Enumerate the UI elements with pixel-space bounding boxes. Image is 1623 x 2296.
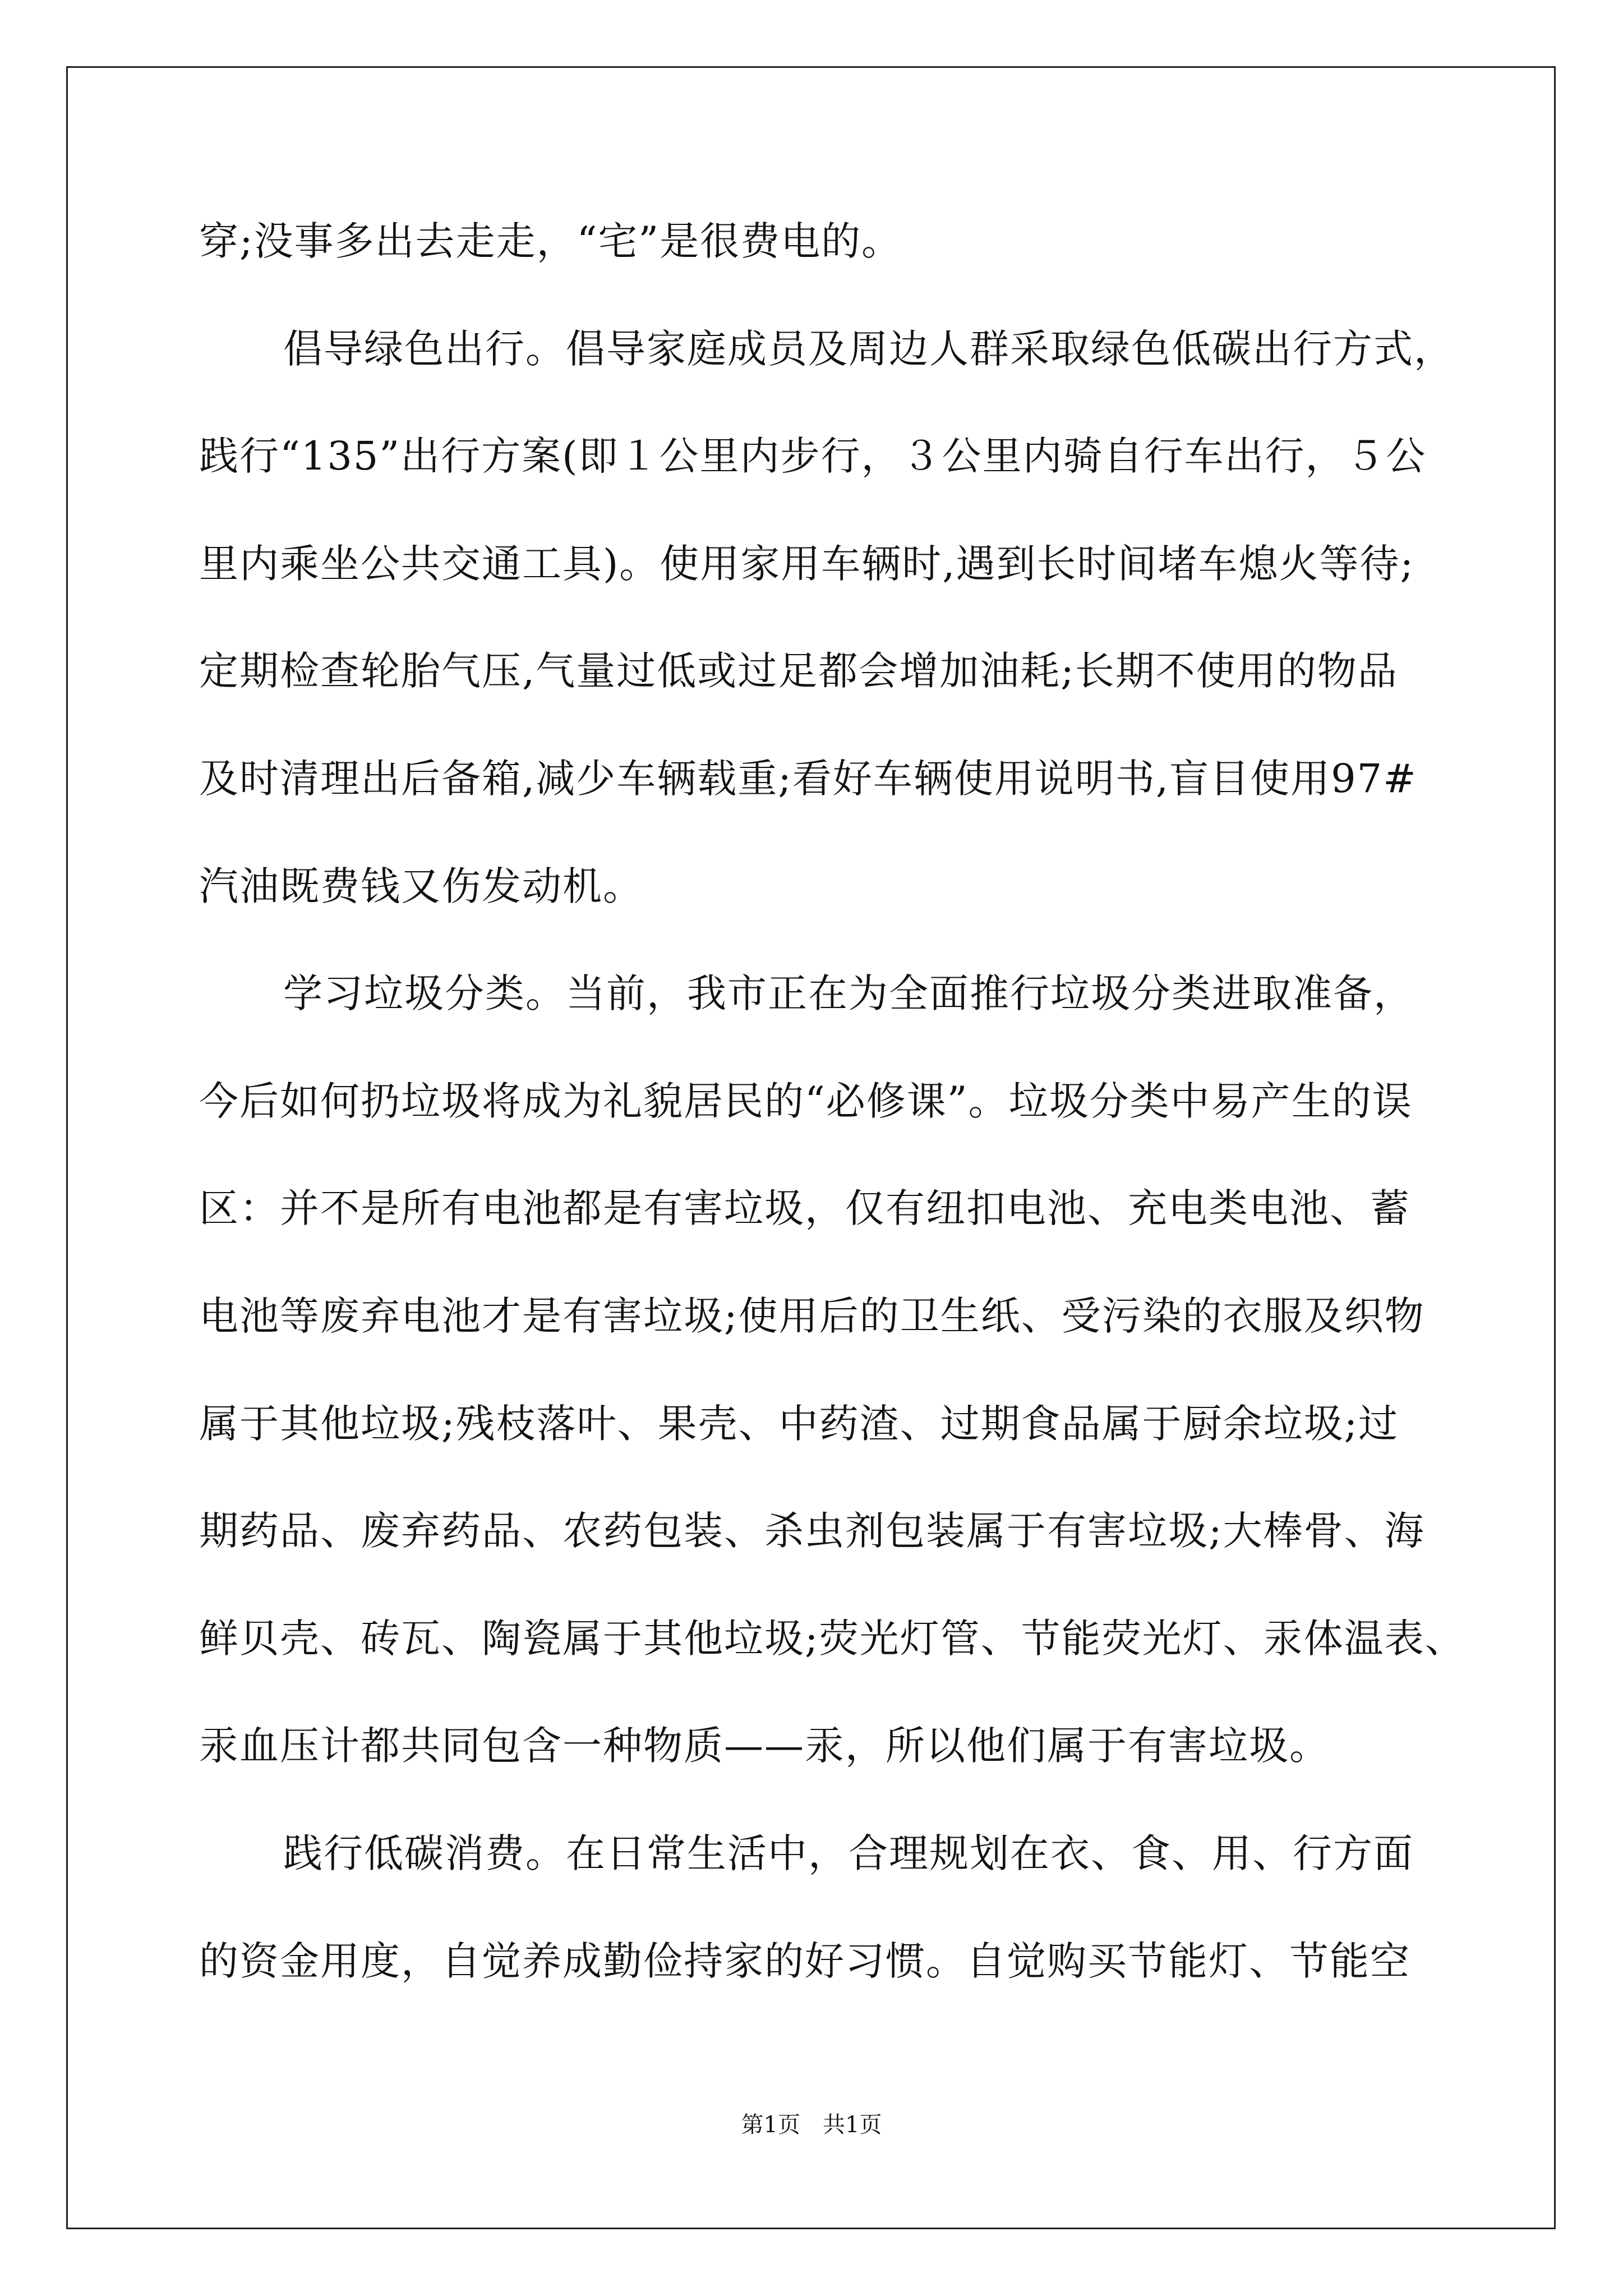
text-line: 鲜贝壳、砖瓦、陶瓷属于其他垃圾;荧光灯管、节能荧光灯、汞体温表、 [199,1615,1465,1662]
text-line: 践行低碳消费。在日常生活中，合理规划在衣、食、用、行方面 [283,1830,1414,1876]
paragraph-low-carbon-consumption [199,1800,1433,2015]
text-line: 期药品、废弃药品、农药包装、杀虫剂包装属于有害垃圾;大棒骨、海 [199,1508,1425,1554]
text-line: 今后如何扔垃圾将成为礼貌居民的“必修课”。垃圾分类中易产生的误 [199,1078,1413,1124]
text-line: 电池等废弃电池才是有害垃圾;使用后的卫生纸、受污染的衣服及织物 [199,1292,1425,1339]
text-line: 属于其他垃圾;残枝落叶、果壳、中药渣、过期食品属于厨余垃圾;过 [199,1400,1399,1447]
text-line: 倡导绿色出行。倡导家庭成员及周边人群采取绿色低碳出行方式， [283,325,1454,372]
text-line: 汽油既费钱又伤发动机。 [199,863,643,909]
text-line: 学习垃圾分类。当前，我市正在为全面推行垃圾分类进取准备， [283,970,1414,1017]
text-line: 区：并不是所有电池都是有害垃圾，仅有纽扣电池、充电类电池、蓄 [199,1185,1410,1232]
text-line: 穿;没事多出去走走，“宅”是很费电的。 [199,218,902,264]
text-line: 及时清理出后备箱,减少车辆载重;看好车辆使用说明书,盲目使用97# [199,755,1417,802]
text-line: 定期检查轮胎气压,气量过低或过足都会增加油耗;长期不使用的物品 [199,648,1398,694]
document-body [199,188,1465,2015]
page-number: 第1页 共1页 [741,2112,882,2138]
text-line: 里内乘坐公共交通工具)。使用家用车辆时,遇到长时间堵车熄火等待; [199,540,1415,587]
paragraph-garbage-sorting [199,940,1465,1800]
paragraph-green-travel [199,296,1454,941]
text-line: 的资金用度，自觉养成勤俭持家的好习惯。自觉购买节能灯、节能空 [199,1938,1410,1984]
text-line: 践行“135”出行方案(即１公里内步行，３公里内骑自行车出行，５公 [199,433,1427,480]
paragraph-continuation [199,188,1433,296]
text-line: 汞血压计都共同包含一种物质——汞，所以他们属于有害垃圾。 [199,1723,1330,1769]
